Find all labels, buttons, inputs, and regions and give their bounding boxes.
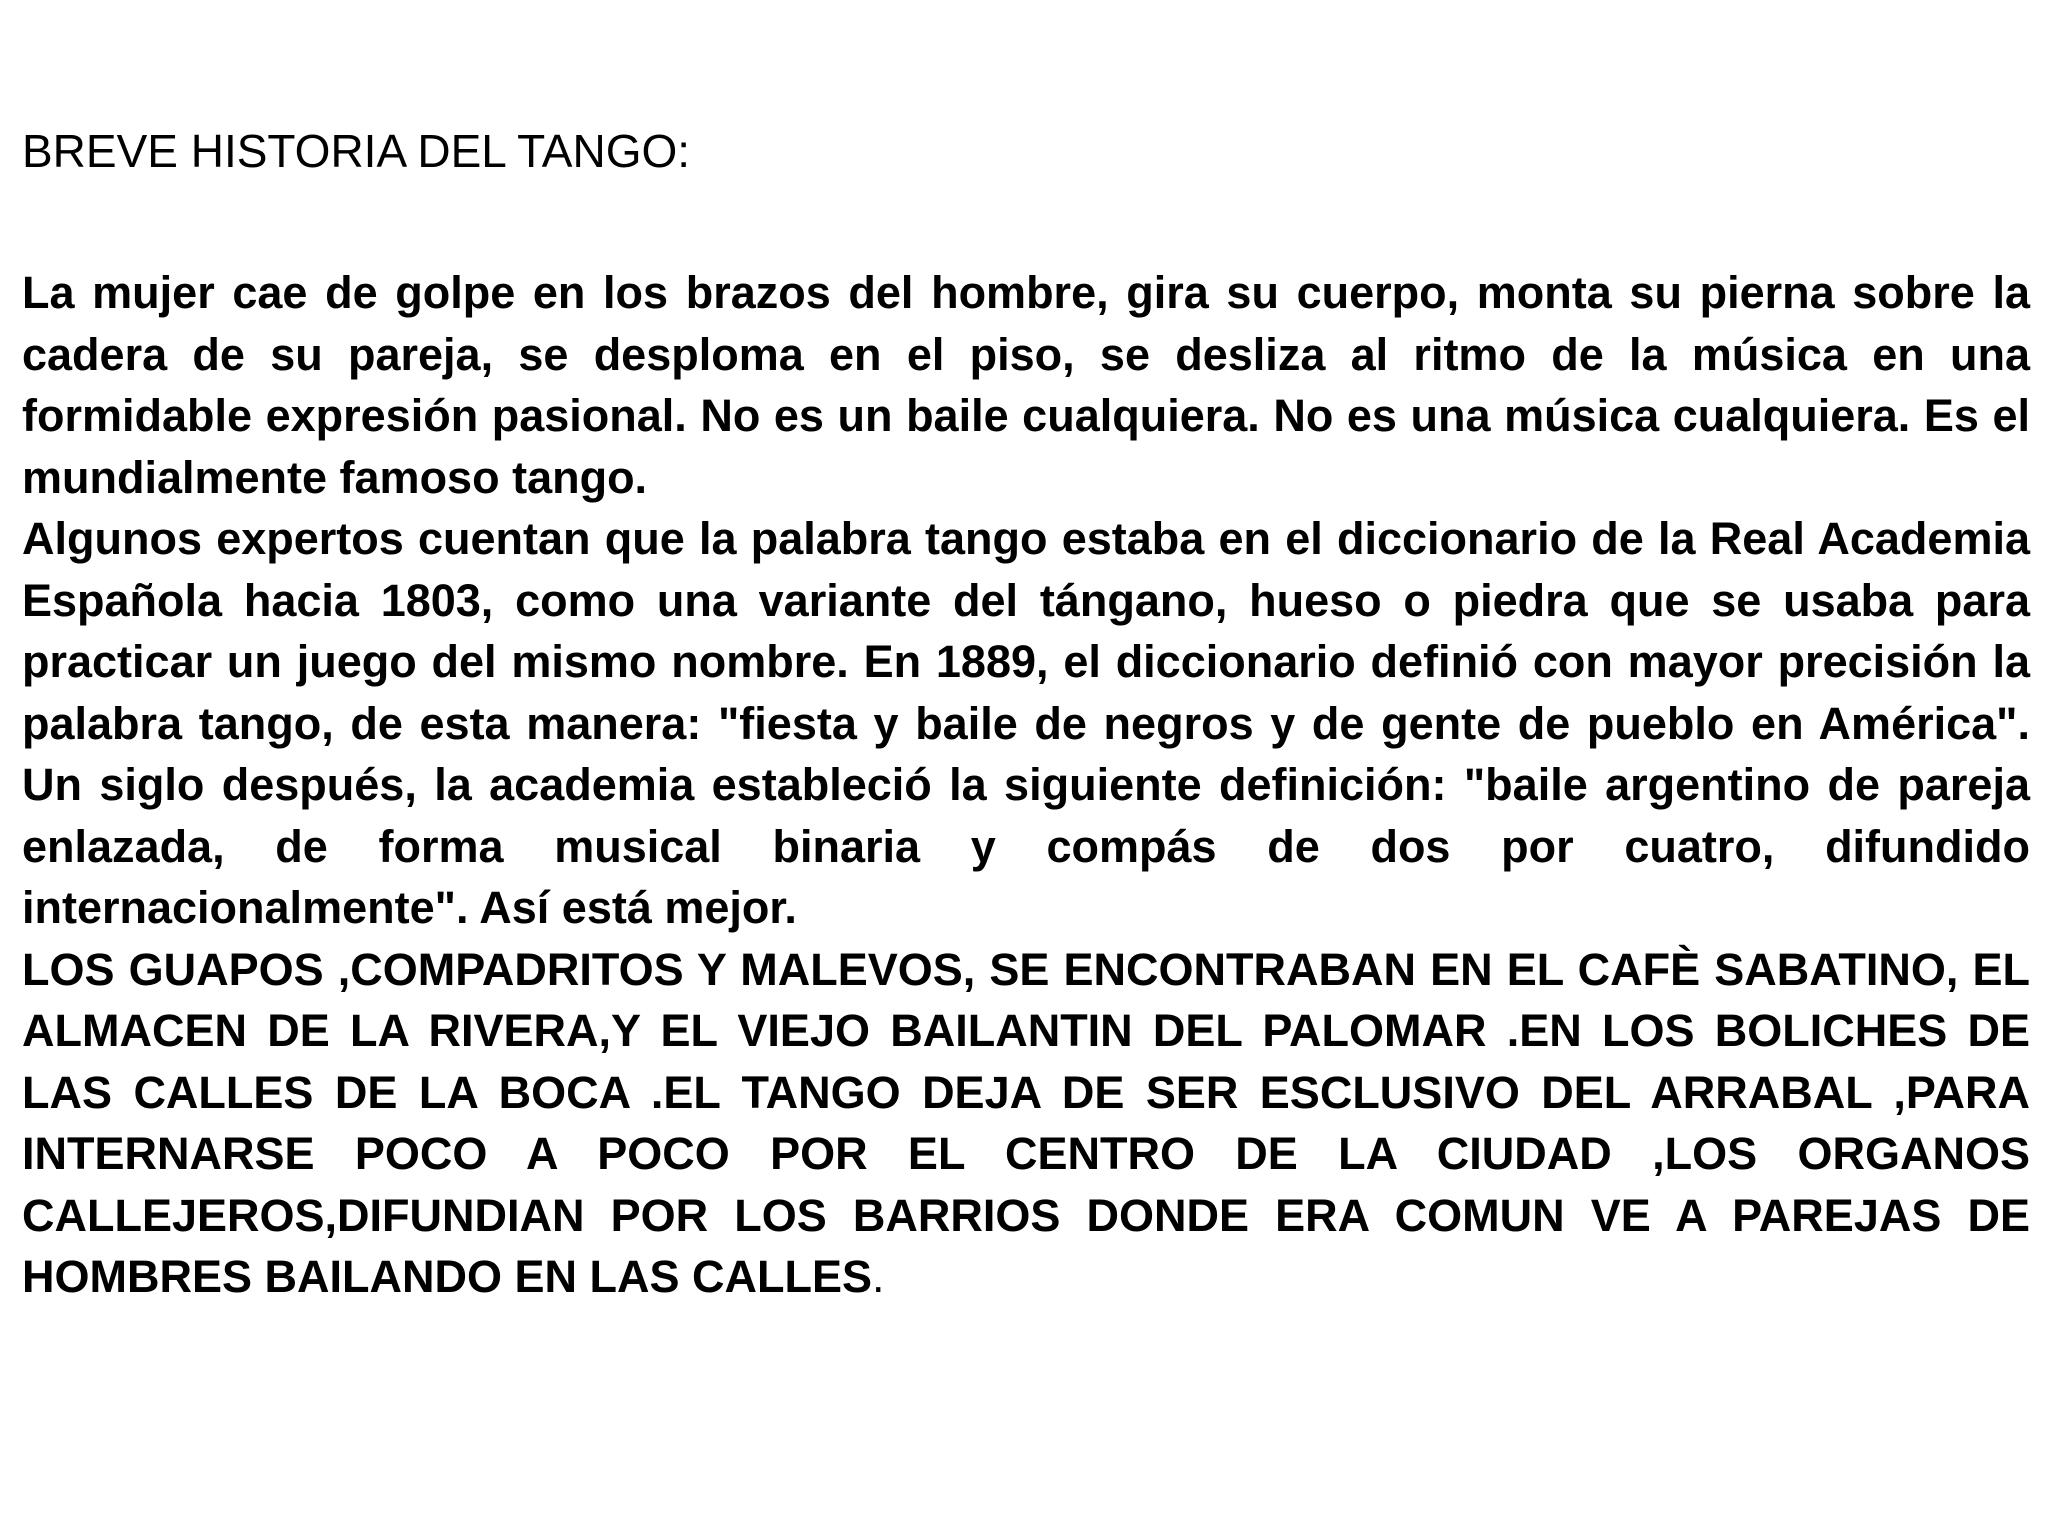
paragraph-history-period: . <box>872 1251 885 1302</box>
paragraph-intro <box>22 262 2030 508</box>
document-page <box>22 120 2030 1308</box>
paragraph-etymology-text: Algunos expertos cuentan que la palabra tango estaba en el diccionario de la Real Academia Española hacia 1803, como una variante del tángano, hueso o piedra que se usaba para practicar un juego del mismo nombre. En 1889, el diccionario definió con mayor precisión la palabra tango, de esta manera: "fiesta y baile de negros y de gente de pueblo en América". Un siglo después, la academia estableció la siguiente definición: "baile argentino de pareja enlazada, de forma musical binaria y compás de dos por cuatro, difundido internacionalmente". Así está mejor. <box>22 513 2030 933</box>
document-title: BREVE HISTORIA DEL TANGO: <box>22 125 691 177</box>
paragraph-etymology <box>22 508 2030 939</box>
paragraph-history <box>22 939 2030 1308</box>
paragraph-intro-text: La mujer cae de golpe en los brazos del hombre, gira su cuerpo, monta su pierna sobre la cadera de su pareja, se desploma en el piso, se desliza al ritmo de la música en una formidable expresión pasional. No es un baile cualquiera. No es una música cualquiera. Es el mundialmente famoso tango. <box>22 267 2030 503</box>
paragraph-history-text: LOS GUAPOS ,COMPADRITOS Y MALEVOS, SE ENCONTRABAN EN EL CAFÈ SABATINO, EL ALMACEN DE LA RIVERA,Y EL VIEJO BAILANTIN DEL PALOMAR .EN LOS BOLICHES DE LAS CALLES DE LA BOCA .EL TANGO DEJA DE SER ESCLUSIVO DEL ARRABAL ,PARA INTERNARSE POCO A POCO POR EL CENTRO DE LA CIUDAD ,LOS ORGANOS CALLEJEROS,DIFUNDIAN POR LOS BARRIOS DONDE ERA COMUN VE A PAREJAS DE HOMBRES BAILANDO EN LAS CALLES <box>22 943 2030 1302</box>
